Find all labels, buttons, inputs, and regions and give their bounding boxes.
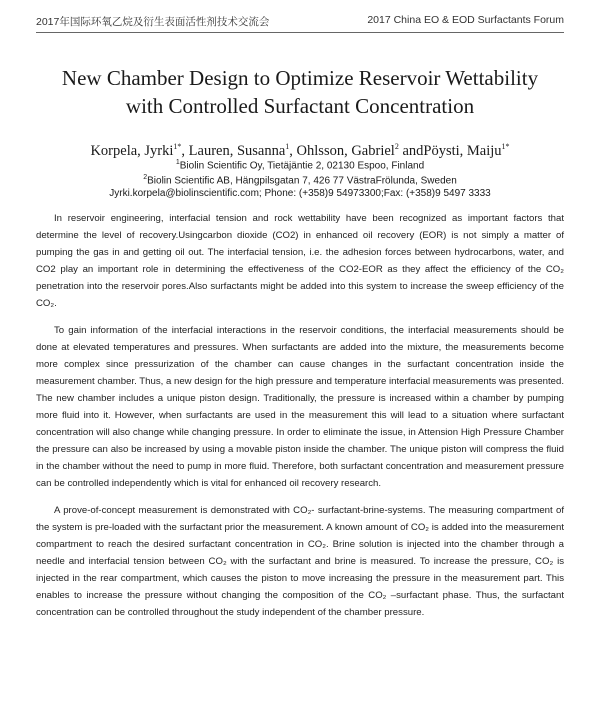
paragraph: In reservoir engineering, interfacial tension and rock wettability have been recognized as important factors that determine the level of recovery.Usingcarbon dioxide (CO2) in enhanced oil recovery (EOR) is not simply a matter of pumping the gas in and getting oil out. The interfacial tension, i.e. the adhesion forces between hydrocarbons, water, and CO2 play an important role in determining the effectiveness of the CO2-EOR as they affect the efficiency of the CO₂ penetration into the reservoir pores.Also surfactants might be added into this system to increase the sweep efficiency of the CO₂. <box>36 213 564 310</box>
author-3-mark: 2 <box>394 142 399 151</box>
header-conference-en: 2017 China EO & EOD Surfactants Forum <box>367 14 564 26</box>
abstract-body <box>36 210 564 630</box>
author-3: , Ohlsson, Gabriel <box>289 142 395 159</box>
paper-title <box>30 64 570 120</box>
paragraph: A prove-of-concept measurement is demonstrated with CO₂- surfactant-brine-systems. The measuring compartment of the system is pre-loaded with the surfactant prior the measurement. A known amount of CO₂ is added into the measurement compartment to reach the desired surfactant concentration in CO₂. Brine solution is injected into the chamber through a needle and interfacial tension between CO₂ with the surfactant and brine is measured. To increase the pressure, CO₂ is injected in the rear compartment, which causes the piston to move increasing the pressure in the measurement part. This enables to increase the pressure without changing the composition of the CO₂ –surfactant phase. Thus, the surfactant concentration can be controlled throughout the study independent of the chamber pressure. <box>36 504 564 619</box>
affiliation-1-mark: 1 <box>175 159 180 166</box>
affiliation-1 <box>30 156 570 172</box>
author-4: andPöysti, Maiju <box>398 142 502 159</box>
author-4-mark: 1* <box>501 142 510 151</box>
author-1-mark: 1* <box>173 142 182 151</box>
running-header <box>36 12 564 33</box>
paragraph: To gain information of the interfacial interactions in the reservoir conditions, the interfacial measurements should be done at elevated temperatures and pressures. When surfactants are added into the mixture, the measurements become more complex since pressurization of the chamber can cause changes in the surfactant concentration inside the measurement chamber. Thus, a new design for the high pressure and temperature interfacial measurements was presented. The new chamber includes a unique piston design. Traditionally, the pressure is increased within a chamber by pumping more fluid into it. However, when surfactants are used in the measurement this will lead to a situation where surfactant concentration will also change while changing pressure. In order to eliminate the issue, in Attension High Pressure Chamber the pressure can also be increased by using a movable piston inside the chamber. The unique piston will compress the fluid in the chamber without the need to pump in more fluid. Therefore, both surfactant concentration and measurement pressure can be controlled independently which is vital for enhanced oil recovery research. <box>36 324 564 490</box>
affiliation-1-text: Biolin Scientific Oy, Tietäjäntie 2, 02130 Espoo, Finland <box>179 160 425 172</box>
author-2-mark: 1 <box>285 142 290 151</box>
author-1: Korpela, Jyrki <box>90 142 174 159</box>
affiliation-2-mark: 2 <box>143 174 148 181</box>
author-2: , Lauren, Susanna <box>181 142 286 159</box>
contact-line: Jyrki.korpela@biolinscientific.com; Phone: (+358)9 54973300;Fax: (+358)9 5497 3333 <box>109 188 491 199</box>
header-conference-cn: 2017年国际环氧乙烷及衍生表面活性剂技术交流会 <box>36 16 270 28</box>
affiliation-2-text: Biolin Scientific AB, Hängpilsgatan 7, 426 77 VästraFrölunda, Sweden <box>147 175 457 187</box>
affiliation-2 <box>30 171 570 187</box>
title-line-2: with Controlled Surfactant Concentration <box>125 94 475 118</box>
title-line-1: New Chamber Design to Optimize Reservoir Wettability <box>61 66 539 90</box>
